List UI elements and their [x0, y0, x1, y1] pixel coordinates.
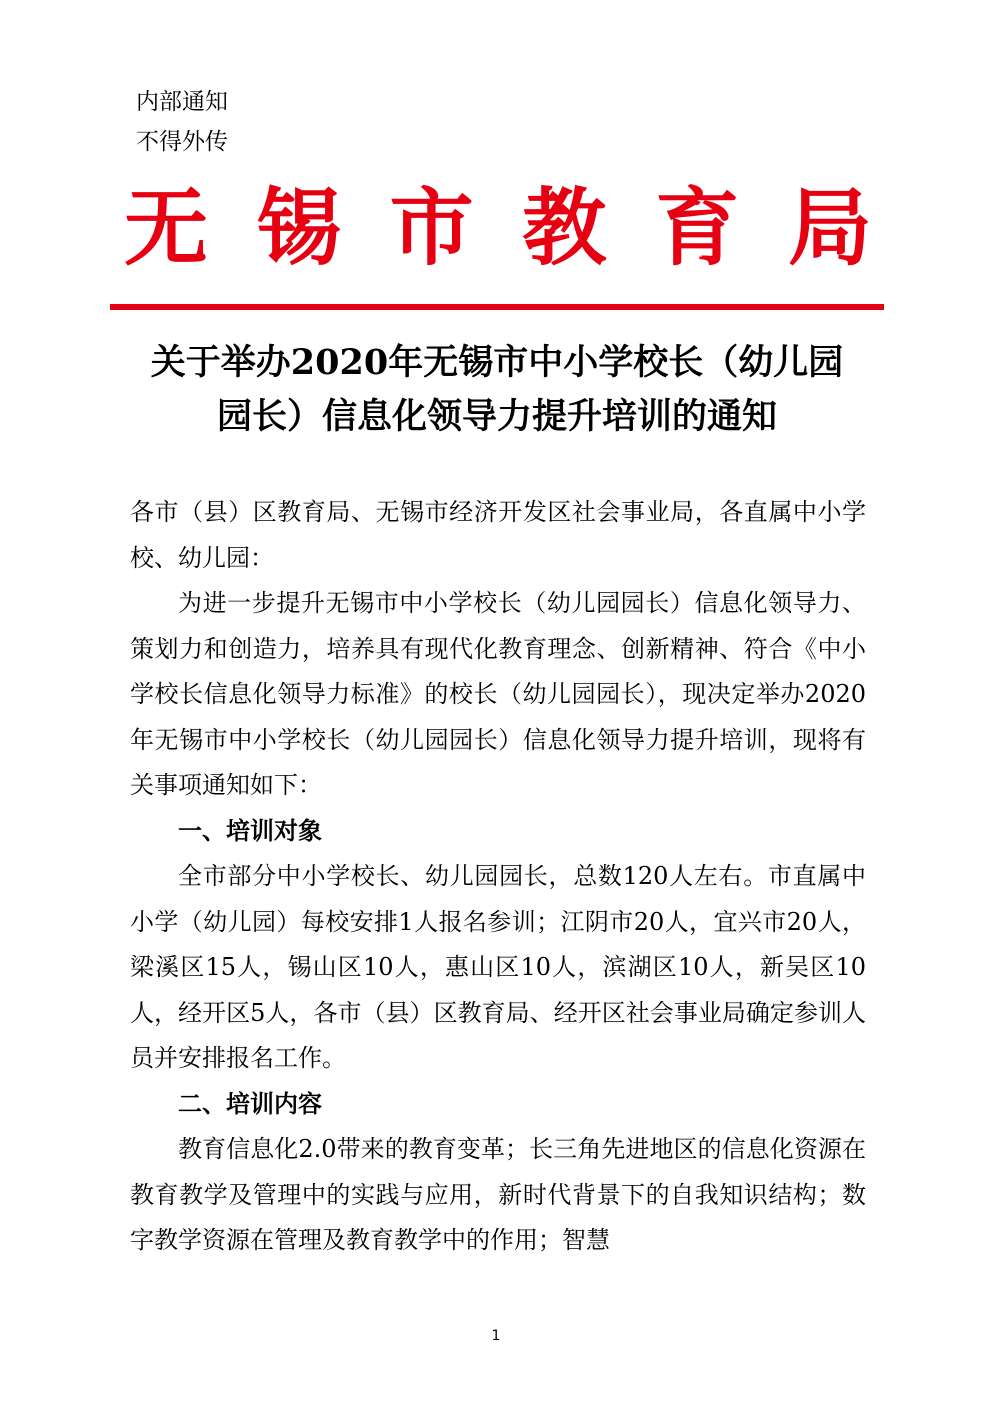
security-marks: [136, 82, 228, 162]
issuer-char: 无: [124, 178, 209, 277]
issuer-header: [124, 178, 872, 278]
issuer-char: 锡: [256, 178, 341, 277]
issuer-char: 市: [389, 178, 474, 277]
security-mark-confidential: 不得外传: [136, 129, 228, 155]
security-mark-internal: 内部通知: [136, 89, 228, 115]
issuer-char: 局: [787, 178, 872, 277]
red-divider-line: [110, 304, 884, 310]
addressee-paragraph: 各市（县）区教育局、无锡市经济开发区社会事业局，各直属中小学校、幼儿园：: [130, 498, 866, 572]
document-body: [130, 490, 866, 1264]
section-heading-2: 二、培训内容: [178, 1089, 322, 1118]
page-number: 1: [491, 1328, 501, 1344]
section-heading-1: 一、培训对象: [178, 816, 322, 845]
document-title: [110, 336, 884, 444]
section-paragraph-1: 全市部分中小学校长、幼儿园园长，总数120人左右。市直属中小学（幼儿园）每校安排1人报名参训；江阴市20人，宜兴市20人，梁溪区15人，锡山区10人，惠山区10人，滨湖区10人，新吴区10人，经开区5人，各市（县）区教育局、经开区社会事业局确定参训人员并安排报名工作。: [130, 862, 866, 1072]
issuer-char: 育: [655, 178, 740, 277]
issuer-char: 教: [522, 178, 607, 277]
intro-paragraph: 为进一步提升无锡市中小学校长（幼儿园园长）信息化领导力、策划力和创造力，培养具有现代化教育理念、创新精神、符合《中小学校长信息化领导力标准》的校长（幼儿园园长），现决定举办2020年无锡市中小学校长（幼儿园园长）信息化领导力提升培训，现将有关事项通知如下：: [130, 589, 866, 799]
title-line-1: 关于举办2020年无锡市中小学校长（幼儿园: [150, 342, 844, 383]
title-line-2: 园长）信息化领导力提升培训的通知: [216, 396, 777, 437]
section-paragraph-2: 教育信息化2.0带来的教育变革；长三角先进地区的信息化资源在教育教学及管理中的实践与应用，新时代背景下的自我知识结构；数字教学资源在管理及教育教学中的作用；智慧: [130, 1135, 866, 1254]
